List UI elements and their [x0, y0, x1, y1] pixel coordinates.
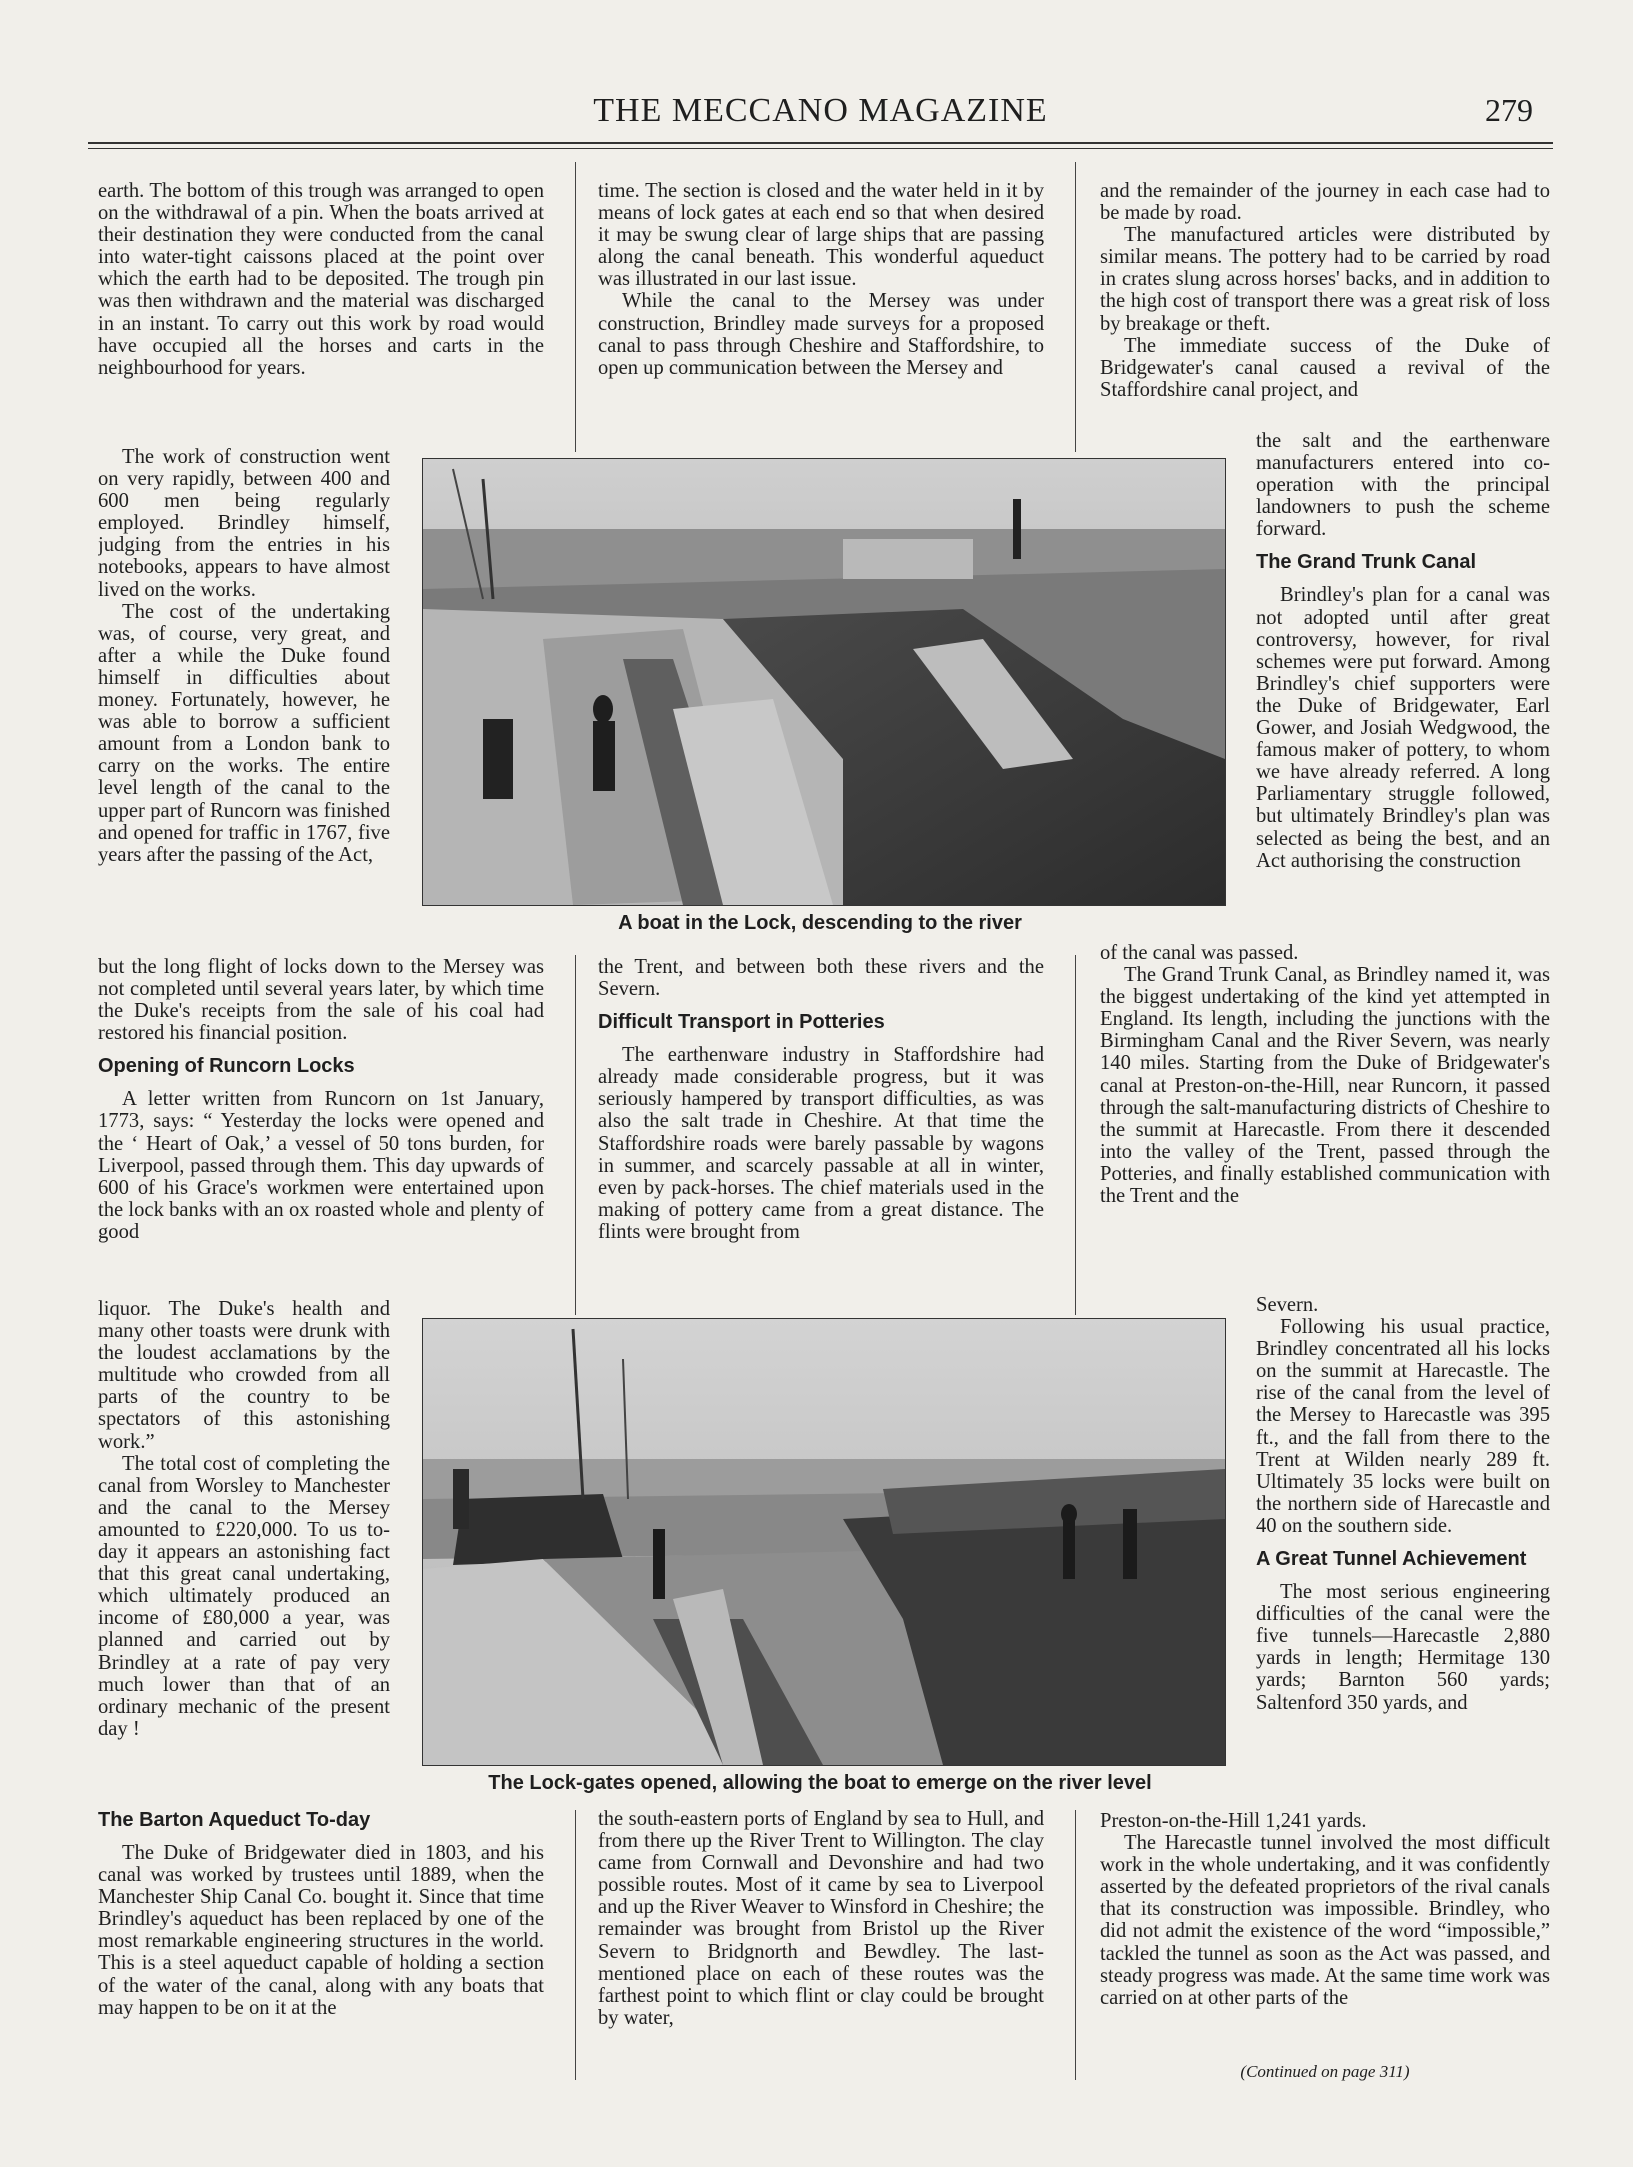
column-1-narrow-top [98, 446, 390, 956]
column-2-bottom [598, 1808, 1044, 2088]
paragraph: Following his usual practice, Brindley concentrated all his locks on the summit at Harecastle. The rise of the canal from the level of the Mersey to Harecastle was 395 ft., and the fall from there to the Trent at Wilden nearly 289 ft. Ultimately 35 locks were built on the northern side of Harecastle and 40 on the southern side. [1256, 1316, 1550, 1537]
paragraph: liquor. The Duke's health and many other toasts were drunk with the loudest acclamations by the multitude who crowded from all parts of the country to be spectators of this astonishing work.” [98, 1298, 390, 1453]
column-divider [575, 955, 576, 1315]
paragraph: The manufactured articles were distributed by similar means. The pottery had to be carried by road in crates slung across horses' backs, and in addition to the high cost of transport there was a great risk of loss by breakage or theft. [1100, 224, 1550, 335]
column-1-bottom [98, 1808, 544, 2088]
paragraph: The Harecastle tunnel involved the most difficult work in the whole undertaking, and it was confidently asserted by the defeated proprietors of the rival canals that its construction was impossible. Brindley, who did not admit the existence of the word “impossible,” tackled the tunnel as soon as the Act was passed, and steady progress was made. At the same time work was carried on at other parts of the [1100, 1832, 1550, 2009]
paragraph: time. The section is closed and the water held in it by means of lock gates at each end so that when desired it may be swung clear of large ships that are passing along the canal beneath. This wonderful aqueduct was illustrated in our last issue. [598, 180, 1044, 291]
column-3-top [1100, 180, 1550, 430]
section-heading: The Barton Aqueduct To-day [98, 1809, 371, 1831]
paragraph: but the long flight of locks down to the Mersey was not completed until several years later, by which time the Duke's receipts from the sale of his coal had restored his financial position. [98, 956, 544, 1045]
section-heading: A Great Tunnel Achievement [1256, 1548, 1527, 1571]
continued-note: (Continued on page 311) [1240, 2062, 1410, 2081]
column-2-top [598, 180, 1044, 446]
column-1-middle [98, 956, 544, 1298]
column-divider [575, 1810, 576, 2080]
paragraph: The Duke of Bridgewater died in 1803, and his canal was worked by trustees until 1889, when the Manchester Ship Canal Co. bought it. Since that time Brindley's aqueduct has been replaced by one of the most remarkable engineering structures in the world. This is a steel aqueduct capable of holding a section of the water of the canal, along with any boats that may happen to be on it at the [98, 1842, 544, 2019]
column-divider [1075, 162, 1076, 452]
paragraph: Severn. [1256, 1294, 1319, 1316]
page-header [88, 92, 1553, 142]
column-1-top [98, 180, 544, 446]
paragraph: The earthenware industry in Staffordshire had already made considerable progress, but it was seriously hampered by transport difficulties, as was also the salt trade in Cheshire. At that time the Staffordshire roads were barely passable by wagons in summer, and scarcely passable at all in winter, even by pack-horses. The chief materials used in the making of pottery came from a great distance. The flints were brought from [598, 1044, 1044, 1243]
column-1-narrow-bottom [98, 1298, 390, 1808]
paragraph: of the canal was passed. [1100, 942, 1299, 964]
column-divider [1075, 1810, 1076, 2080]
paragraph: the Trent, and between both these rivers and the Severn. [598, 956, 1044, 1001]
paragraph: the salt and the earthenware manufacturers entered into co-operation with the principal landowners to push the scheme forward. [1256, 430, 1550, 541]
paragraph: Brindley's plan for a canal was not adopted until after great controversy, however, for rival schemes were put forward. Among Brindley's chief supporters were the Duke of Bridgewater, Earl Gower, and Josiah Wedgwood, the famous maker of pottery, to whom we have already referred. A long Parliamentary struggle followed, but ultimately Brindley's plan was selected as being the best, and an Act authorising the construction [1256, 584, 1550, 872]
column-divider [1075, 955, 1076, 1315]
paragraph: Preston-on-the-Hill 1,241 yards. [1100, 1810, 1367, 1832]
magazine-title: THE MECCANO MAGAZINE [593, 92, 1048, 129]
paragraph: the south-eastern ports of England by sea to Hull, and from there up the River Trent to Willington. The clay came from Cornwall and Devonshire and had two possible routes. Most of it came by sea to Liverpool and up the River Weaver to Winsford in Cheshire; the remainder was brought from Bristol up the River Severn to Bridgnorth and Bewdley. The last-mentioned place on each of these routes was the farthest point to which flint or clay could be brought by water, [598, 1808, 1044, 2029]
paragraph: While the canal to the Mersey was under construction, Brindley made surveys for a proposed canal to pass through Cheshire and Staffordshire, to open up communication between the Mersey and [598, 290, 1044, 379]
column-divider [575, 162, 576, 452]
header-rule [88, 142, 1553, 144]
section-heading: The Grand Trunk Canal [1256, 551, 1477, 574]
header-rule-thin [88, 148, 1553, 149]
section-heading: Difficult Transport in Potteries [598, 1011, 885, 1034]
lock-photo-gates-opened [422, 1318, 1226, 1766]
photo-caption: A boat in the Lock, descending to the river [618, 912, 1022, 934]
paragraph: The immediate success of the Duke of Bridgewater's canal caused a revival of the Staffordshire canal project, and [1100, 334, 1550, 401]
paragraph: The most serious engineering difficulties of the canal were the five tunnels—Harecastle 2,880 yards in length; Hermitage 130 yards; Barnton 560 yards; Saltenford 350 yards, and [1256, 1581, 1550, 1714]
section-heading: Opening of Runcorn Locks [98, 1055, 355, 1078]
column-3-middle [1100, 942, 1550, 1294]
column-3-narrow-top [1256, 430, 1550, 942]
paragraph: and the remainder of the journey in each case had to be made by road. [1100, 180, 1550, 225]
paragraph: A letter written from Runcorn on 1st January, 1773, says: “ Yesterday the locks were opened and the ‘ Heart of Oak,’ a vessel of 50 tons burden, for Liverpool, passed through them. This day upwards of 600 of his Grace's workmen were entertained upon the lock banks with an ox roasted whole and plenty of good [98, 1088, 544, 1243]
paragraph: The cost of the undertaking was, of course, very great, and after a while the Duke found himself in difficulties about money. Fortunately, however, he was able to borrow a sufficient amount from a London bank to carry on the works. The entire level length of the canal to the upper part of Runcorn was finished and opened for traffic in 1767, five years after the passing of the Act, [98, 600, 390, 866]
page-number: 279 [1485, 92, 1533, 128]
paragraph: earth. The bottom of this trough was arranged to open on the withdrawal of a pin. When the boats arrived at their destination they were conducted from the canal into water-tight caissons placed at the point over which the earth had to be deposited. The trough pin was then withdrawn and the material was discharged in an instant. To carry out this work by road would have occupied all the horses and carts in the neighbourhood for years. [98, 180, 544, 379]
paragraph: The Grand Trunk Canal, as Brindley named it, was the biggest undertaking of the kind yet attempted in England. Its length, including the junctions with the Birmingham Canal and the River Severn, was nearly 140 miles. Starting from the Duke of Bridgewater's canal at Preston-on-the-Hill, near Runcorn, it passed through the salt-manufacturing districts of Cheshire to the summit at Harecastle. From there it descended into the valley of the Trent, passed through the Potteries, and finally established communication with the Trent and the [1100, 964, 1550, 1208]
column-3-bottom [1100, 1810, 1550, 2062]
column-2-middle [598, 956, 1044, 1296]
paragraph: The work of construction went on very rapidly, between 400 and 600 men being regularly employed. Brindley himself, judging from the entries in his notebooks, appears to have almost lived on the works. [98, 446, 390, 601]
lock-photo-descending [422, 458, 1226, 906]
paragraph: The total cost of completing the canal from Worsley to Manchester and the canal to the Mersey amounted to £220,000. To us to-day it appears an astonishing fact that this great canal undertaking, which ultimately produced an income of £80,000 a year, was planned and carried out by Brindley at a rate of pay very much lower than that of an ordinary mechanic of the present day ! [98, 1452, 390, 1740]
photo-caption: The Lock-gates opened, allowing the boat to emerge on the river level [488, 1772, 1152, 1794]
column-3-narrow-bottom [1256, 1294, 1550, 1822]
